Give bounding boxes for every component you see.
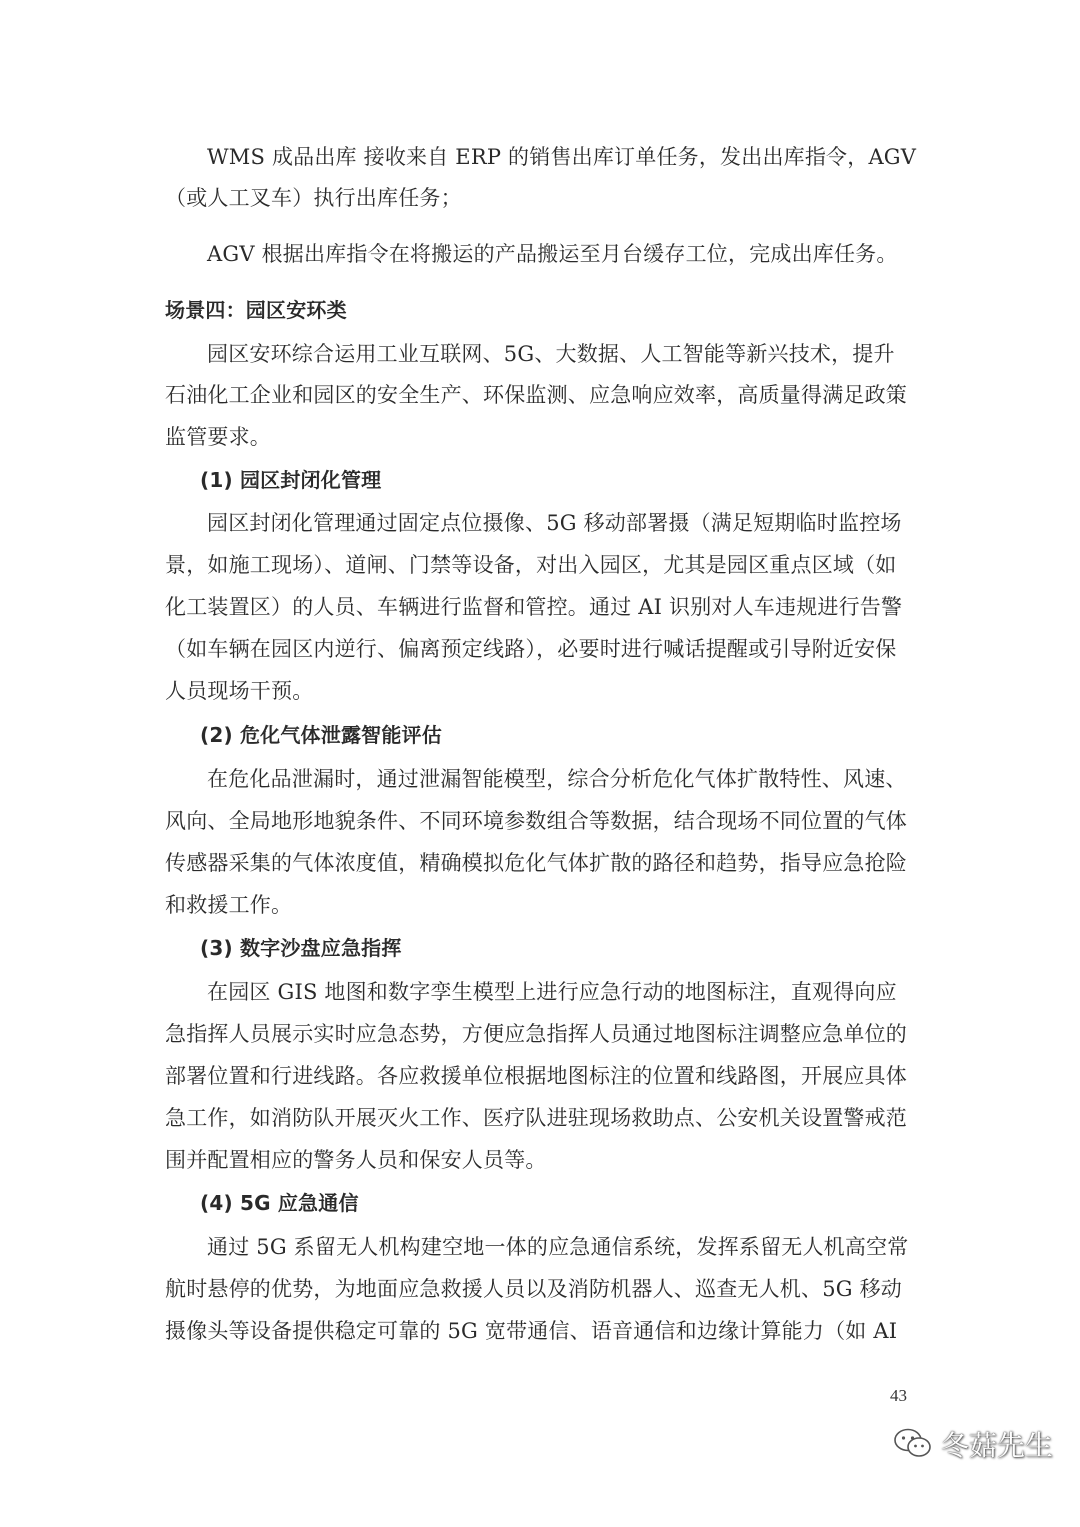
body-line: 航时悬停的优势，为地面应急救援人员以及消防机器人、巡查无人机、5G 移动 (165, 1277, 903, 1301)
body-line: 围并配置相应的警务人员和保安人员等。 (165, 1148, 547, 1172)
body-line: 石油化工企业和园区的安全生产、环保监测、应急响应效率，高质量得满足政策 (165, 383, 907, 407)
body-line: 景，如施工现场）、道闸、门禁等设备，对出入园区，尤其是园区重点区域（如 (165, 553, 897, 577)
body-line: 急指挥人员展示实时应急态势，方便应急指挥人员通过地图标注调整应急单位的 (165, 1022, 907, 1046)
body-line: 化工装置区）的人员、车辆进行监督和管控。通过 AI 识别对人车违规进行告警 (165, 595, 903, 619)
subsection-heading: (3) 数字沙盘应急指挥 (200, 936, 402, 960)
paragraph-first-line: 在园区 GIS 地图和数字孪生模型上进行应急行动的地图标注，直观得向应 (207, 980, 897, 1004)
watermark (893, 1422, 1053, 1466)
watermark-text: 冬菇先生 (941, 1429, 1054, 1462)
body-line: 急工作，如消防队开展灭火工作、医疗队进驻现场救助点、公安机关设置警戒范 (165, 1106, 907, 1130)
body-line: 传感器采集的气体浓度值，精确模拟危化气体扩散的路径和趋势，指导应急抢险 (165, 851, 907, 875)
page-number: 43 (890, 1386, 907, 1405)
paragraph-first-line: WMS 成品出库 接收来自 ERP 的销售出库订单任务，发出出库指令，AGV (207, 145, 917, 169)
body-line: 部署位置和行进线路。各应救援单位根据地图标注的位置和线路图，开展应具体 (165, 1064, 907, 1088)
subsection-heading: (1) 园区封闭化管理 (200, 468, 382, 492)
body-line: （如车辆在园区内逆行、偏离预定线路），必要时进行喊话提醒或引导附近安保 (165, 637, 897, 661)
paragraph-first-line: 园区安环综合运用工业互联网、5G、大数据、人工智能等新兴技术，提升 (207, 342, 895, 366)
subsection-heading: (4) 5G 应急通信 (200, 1191, 359, 1215)
wechat-icon (893, 1426, 933, 1462)
body-line: 摄像头等设备提供稳定可靠的 5G 宽带通信、语音通信和边缘计算能力（如 AI (165, 1319, 898, 1343)
paragraph-first-line: AGV 根据出库指令在将搬运的产品搬运至月台缓存工位，完成出库任务。 (207, 242, 898, 266)
section-heading: 场景四：园区安环类 (165, 298, 347, 322)
subsection-heading: (2) 危化气体泄露智能评估 (200, 723, 442, 747)
paragraph-first-line: 园区封闭化管理通过固定点位摄像、5G 移动部署摄（满足短期临时监控场 (207, 511, 902, 535)
body-line: 监管要求。 (165, 425, 271, 449)
paragraph-first-line: 在危化品泄漏时，通过泄漏智能模型，综合分析危化气体扩散特性、风速、 (207, 767, 907, 791)
body-line: 风向、全局地形地貌条件、不同环境参数组合等数据，结合现场不同位置的气体 (165, 809, 907, 833)
paragraph-first-line: 通过 5G 系留无人机构建空地一体的应急通信系统，发挥系留无人机高空常 (207, 1235, 909, 1259)
body-line: （或人工叉车）执行出库任务； (165, 186, 462, 210)
body-line: 和救援工作。 (165, 893, 293, 917)
body-line: 人员现场干预。 (165, 679, 314, 703)
